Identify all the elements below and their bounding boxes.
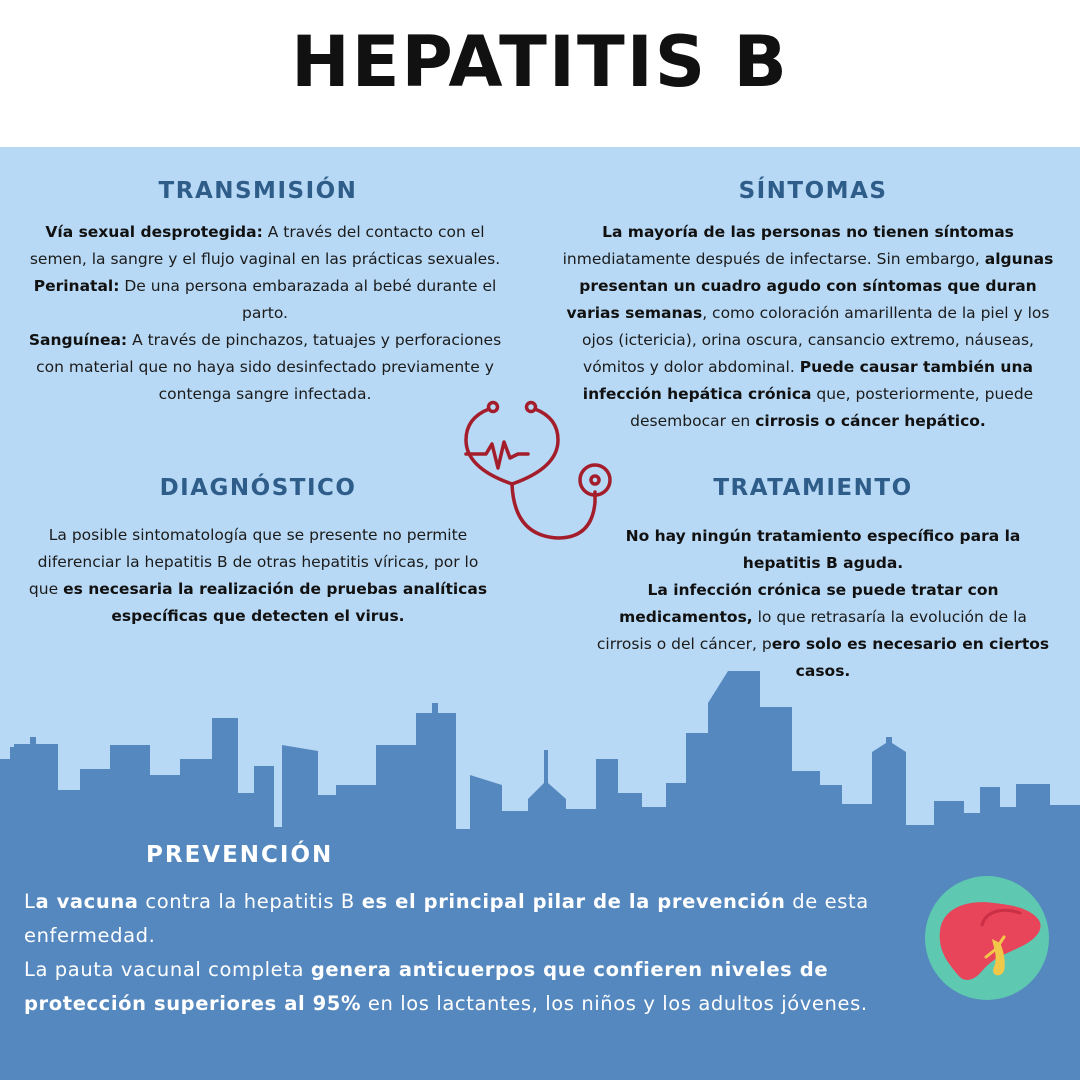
content-panel xyxy=(0,147,1080,1080)
prevencion-text-8: en los lactantes, los niños y los adultos jóvenes. xyxy=(361,992,868,1015)
prevencion-bold-4: es el principal pilar de la prevención xyxy=(361,890,786,913)
page-title: HEPATITIS B xyxy=(291,21,789,103)
tratamiento-bold-1: No hay ningún tratamiento específico para la hepatitis B aguda. xyxy=(625,527,1021,572)
sintomas-bold-5: Puede causar también una infección hepática crónica xyxy=(582,358,1033,403)
sintomas-bold-7: cirrosis o cáncer hepático. xyxy=(755,412,986,430)
tratamiento-bold-2: La infección crónica se puede tratar con medicamentos, xyxy=(619,581,999,626)
prevencion-text xyxy=(24,885,904,1021)
transmision-sanguinea-label: Sanguínea: xyxy=(28,331,128,349)
tratamiento-text xyxy=(592,523,1054,685)
prevencion-bold-7: genera anticuerpos que confieren niveles de protección superiores al 95% xyxy=(24,958,829,1015)
transmision-perinatal-label: Perinatal: xyxy=(33,277,120,295)
prevencion-text-1: L xyxy=(24,890,36,913)
transmision-sexual-label: Vía sexual desprotegida: xyxy=(45,223,263,241)
prevencion-text-6: La pauta vacunal completa xyxy=(24,958,311,981)
transmision-sanguinea-text: A través de pinchazos, tatuajes y perforaciones con material que no haya sido desinfectado previamente y contenga sangre infectada. xyxy=(36,331,502,403)
tratamiento-bold-4: ero solo es necesario en ciertos casos. xyxy=(771,635,1050,680)
transmision-heading: TRANSMISIÓN xyxy=(158,178,358,204)
sintomas-text xyxy=(560,219,1056,435)
tratamiento-text-3: lo que retrasaría la evolución de la cirrosis o del cáncer, p xyxy=(596,608,1027,653)
sintomas-text-6: que, posteriormente, puede desembocar en xyxy=(630,385,1034,430)
sintomas-bold-1: La mayoría de las personas no tienen síntomas xyxy=(602,223,1014,241)
sintomas-heading: SÍNTOMAS xyxy=(738,178,888,204)
prevencion-bold-2: a vacuna xyxy=(35,890,139,913)
liver-icon xyxy=(924,875,1050,1001)
transmision-perinatal-text: De una persona embarazada al bebé durante el parto. xyxy=(119,277,497,322)
tratamiento-heading: TRATAMIENTO xyxy=(713,475,913,501)
transmision-sexual-text: A través del contacto con el semen, la sangre y el flujo vaginal en las prácticas sexuales. xyxy=(29,223,501,268)
sintomas-text-2: inmediatamente después de infectarse. Sin embargo, xyxy=(562,250,985,268)
diagnostico-text-1: La posible sintomatología que se presente no permite diferenciar la hepatitis B de otras hepatitis víricas, por lo que xyxy=(28,526,479,598)
diagnostico-bold-2: es necesaria la realización de pruebas analíticas específicas que detecten el virus. xyxy=(63,580,488,625)
prevencion-heading: PREVENCIÓN xyxy=(146,842,334,868)
sintomas-text-4: , como coloración amarillenta de la piel y los ojos (ictericia), orina oscura, cansancio extremo, náuseas, vómitos y dolor abdominal. xyxy=(582,304,1050,376)
prevencion-text-5: de esta enfermedad. xyxy=(24,890,869,947)
prevencion-text-3: contra la hepatitis B xyxy=(138,890,362,913)
transmision-text xyxy=(20,219,510,408)
stethoscope-icon xyxy=(462,396,622,546)
sintomas-bold-3: algunas presentan un cuadro agudo con síntomas que duran varias semanas xyxy=(566,250,1054,322)
diagnostico-text xyxy=(28,522,488,630)
diagnostico-heading: DIAGNÓSTICO xyxy=(159,475,357,501)
title-band xyxy=(0,0,1080,147)
